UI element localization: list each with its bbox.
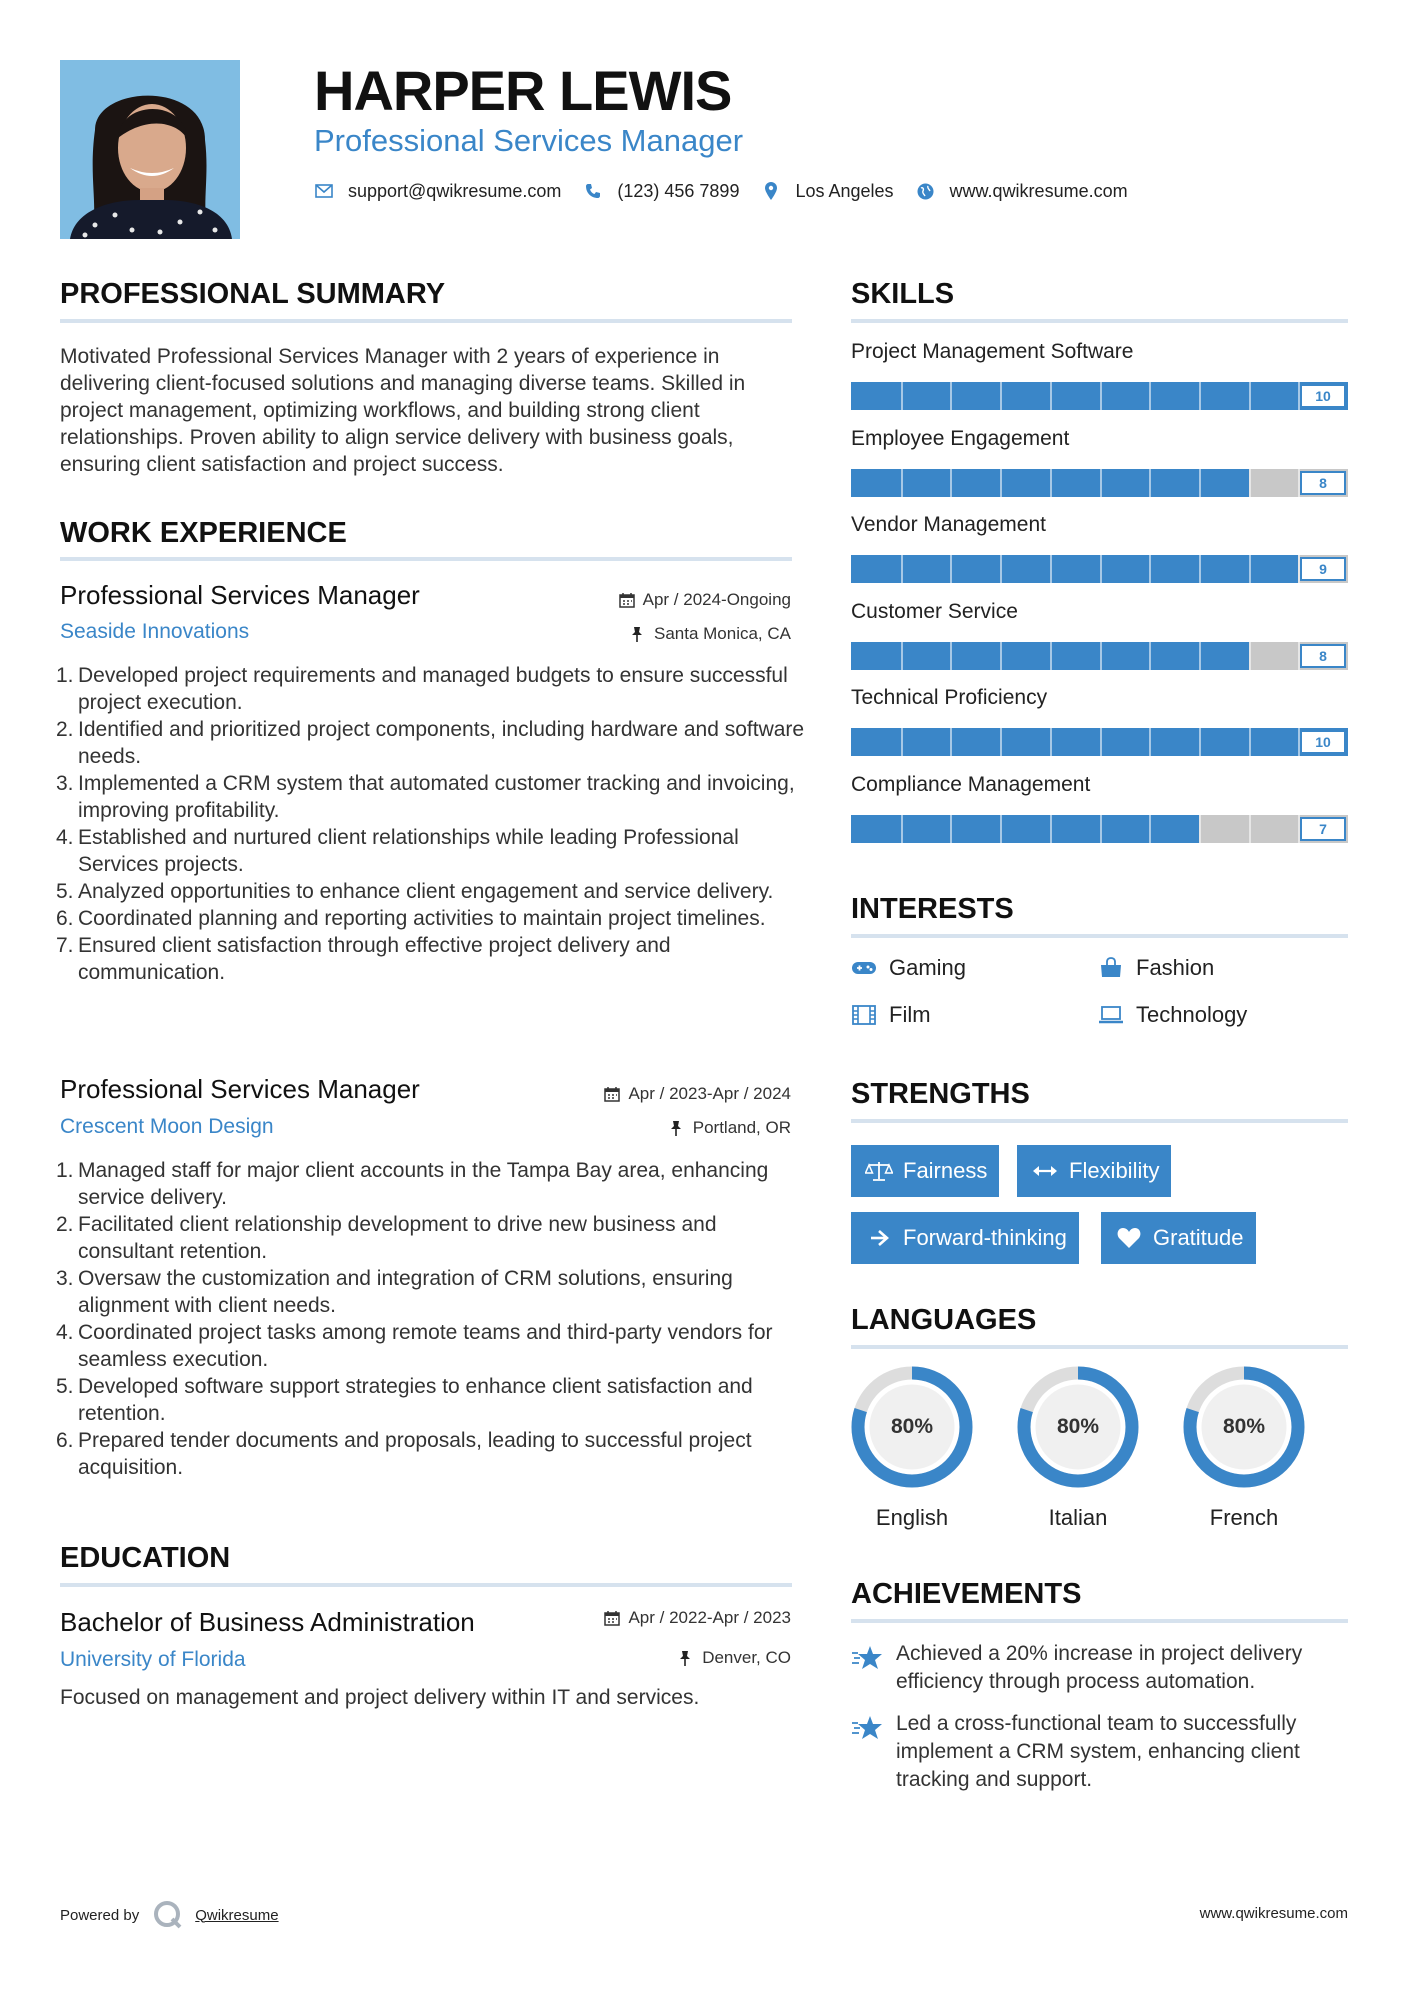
language-ring — [1017, 1366, 1139, 1488]
map-pin-icon — [761, 181, 781, 201]
skill-bar-divider — [950, 642, 952, 670]
summary-heading: PROFESSIONAL SUMMARY — [60, 278, 446, 310]
skill-bar-divider — [901, 469, 903, 497]
skill-bar-divider — [1100, 469, 1102, 497]
education-location — [678, 1647, 791, 1669]
strength-tag — [1101, 1212, 1256, 1264]
skill-bar — [851, 555, 1348, 583]
education-dates — [604, 1607, 791, 1629]
skill-bar-divider — [1249, 642, 1251, 670]
language-percent: 80% — [1056, 1415, 1100, 1438]
candidate-name: HARPER LEWIS — [314, 59, 732, 122]
skill-bar-divider — [1199, 642, 1201, 670]
skill-bar-divider — [1149, 728, 1151, 756]
strength-label: Flexibility — [1069, 1158, 1160, 1183]
contact-website[interactable]: www.qwikresume.com — [949, 180, 1128, 201]
job-bullet — [56, 770, 805, 824]
bullet-text: Developed project requirements and managed budgets to ensure successful project execution. — [78, 664, 788, 714]
job-bullet — [56, 878, 805, 905]
education-description: Focused on management and project delivery within IT and services. — [60, 1686, 700, 1709]
skill-bar-divider — [1149, 642, 1151, 670]
bullet-text: Managed staff for major client accounts in the Tampa Bay area, enhancing service delivery. — [78, 1159, 769, 1209]
skill-bar-divider — [950, 555, 952, 583]
calendar-icon — [604, 1610, 620, 1626]
job-bullet — [56, 932, 805, 986]
bullet-text: Coordinated planning and reporting activities to maintain project timelines. — [78, 907, 766, 930]
job-dates-text: Apr / 2023-Apr / 2024 — [628, 1084, 791, 1103]
phone-icon — [583, 181, 603, 201]
skill-bar-divider — [1199, 815, 1201, 843]
language-ring — [1183, 1366, 1305, 1488]
skill-bar — [851, 728, 1348, 756]
skill-bar-fill — [851, 555, 1298, 583]
skill-bar-divider — [901, 382, 903, 410]
skill-bar-divider — [1000, 815, 1002, 843]
language-name: French — [1209, 1505, 1279, 1530]
skill-bar — [851, 815, 1348, 843]
bullet-text: Prepared tender documents and proposals, leading to successful project acquisition. — [78, 1429, 752, 1479]
interest-item — [851, 954, 966, 982]
skill-bar-divider — [950, 382, 952, 410]
bullet-number: 4. — [56, 1321, 74, 1344]
job-company: Seaside Innovations — [60, 620, 250, 643]
job-bullet — [56, 1319, 805, 1373]
experience-heading: WORK EXPERIENCE — [60, 517, 347, 549]
star-icon — [851, 1714, 883, 1742]
envelope-icon — [314, 181, 334, 201]
skill-bar-divider — [1050, 815, 1052, 843]
pushpin-icon — [669, 1120, 685, 1136]
contact-bar — [314, 176, 1150, 206]
job-location-text: Santa Monica, CA — [653, 624, 791, 643]
experience-divider — [60, 557, 792, 561]
candidate-title: Professional Services Manager — [314, 123, 744, 158]
skill-bar-divider — [1100, 642, 1102, 670]
job-bullet — [56, 1373, 805, 1427]
skill-bar-divider — [1149, 815, 1151, 843]
bullet-text: Established and nurtured client relationships while leading Professional Services projects. — [78, 826, 739, 876]
languages-divider — [851, 1345, 1348, 1349]
bullet-number: 3. — [56, 772, 74, 795]
job-title: Professional Services Manager — [60, 1074, 420, 1104]
strengths-heading: STRENGTHS — [851, 1078, 1030, 1110]
skill-bar-divider — [1100, 728, 1102, 756]
skill-bar-divider — [1000, 555, 1002, 583]
scale-icon — [865, 1159, 893, 1183]
skill-bar-divider — [1199, 555, 1201, 583]
skill-bar-divider — [1100, 382, 1102, 410]
education-dates-text: Apr / 2022-Apr / 2023 — [628, 1608, 791, 1627]
bullet-number: 4. — [56, 826, 74, 849]
skill-bar-divider — [1100, 815, 1102, 843]
skill-bar-divider — [950, 469, 952, 497]
achievements-heading: ACHIEVEMENTS — [851, 1578, 1082, 1610]
skill-bar-divider — [901, 728, 903, 756]
skill-name: Vendor Management — [851, 513, 1046, 536]
profile-photo — [60, 60, 240, 239]
skill-level-badge: 10 — [1300, 384, 1346, 408]
languages-heading: LANGUAGES — [851, 1304, 1037, 1336]
strength-tag — [851, 1212, 1079, 1264]
language-name: English — [875, 1505, 949, 1530]
skill-bar-divider — [1100, 555, 1102, 583]
skill-bar-divider — [1000, 469, 1002, 497]
strength-label: Gratitude — [1153, 1225, 1244, 1250]
contact-phone[interactable]: (123) 456 7899 — [617, 180, 740, 201]
skill-bar-divider — [1050, 382, 1052, 410]
education-location-text: Denver, CO — [702, 1648, 791, 1667]
interest-item — [851, 1001, 931, 1029]
job-bullet — [56, 1427, 805, 1481]
arrows-horizontal-icon — [1031, 1159, 1059, 1183]
job-bullet — [56, 1265, 805, 1319]
job-location-text: Portland, OR — [692, 1118, 791, 1137]
job-bullet — [56, 716, 805, 770]
interest-label: Gaming — [889, 955, 967, 980]
skill-bar-divider — [1249, 815, 1251, 843]
skill-level-badge: 8 — [1300, 471, 1346, 495]
strength-tag — [851, 1145, 999, 1197]
bullet-text: Oversaw the customization and integration of CRM solutions, ensuring alignment with client needs. — [78, 1267, 733, 1317]
globe-icon — [916, 181, 936, 201]
job-bullet — [56, 662, 805, 716]
bullet-text: Analyzed opportunities to enhance client engagement and service delivery. — [78, 880, 774, 903]
skill-name: Compliance Management — [851, 772, 1091, 796]
gamepad-icon — [851, 957, 877, 979]
skill-bar-divider — [950, 815, 952, 843]
education-heading: EDUCATION — [60, 1542, 231, 1574]
job-bullet — [56, 1211, 805, 1265]
achievements-divider — [851, 1619, 1348, 1623]
film-icon — [851, 1004, 877, 1026]
skill-bar-divider — [1249, 469, 1251, 497]
interest-label: Technology — [1136, 1002, 1248, 1027]
degree-title: Bachelor of Business Administration — [60, 1607, 475, 1637]
skill-bar-divider — [1249, 382, 1251, 410]
interests-divider — [851, 934, 1348, 938]
skill-bar-divider — [1249, 728, 1251, 756]
job-bullet-list — [56, 1157, 805, 1481]
strength-label: Forward-thinking — [903, 1225, 1067, 1250]
skill-bar — [851, 642, 1348, 670]
contact-location: Los Angeles — [795, 180, 894, 201]
summary-divider — [60, 319, 792, 323]
bullet-text: Ensured client satisfaction through effective project delivery and communication. — [78, 934, 671, 984]
bullet-text: Facilitated client relationship development to drive new business and consultant retention. — [78, 1213, 717, 1263]
arrow-right-icon — [865, 1226, 893, 1250]
strength-label: Fairness — [903, 1158, 988, 1183]
skill-name: Employee Engagement — [851, 426, 1070, 450]
skill-bar-divider — [950, 728, 952, 756]
skill-bar-divider — [1050, 469, 1052, 497]
skill-bar-divider — [1199, 469, 1201, 497]
footer-powered-by — [60, 1900, 279, 1930]
interest-item — [1098, 1001, 1247, 1029]
strength-tag — [1017, 1145, 1171, 1197]
job-location — [669, 1117, 791, 1139]
skill-bar-divider — [1050, 555, 1052, 583]
contact-email[interactable]: support@qwikresume.com — [348, 180, 562, 201]
skills-heading: SKILLS — [851, 278, 955, 310]
bullet-number: 1. — [56, 1159, 74, 1182]
school-name: University of Florida — [60, 1648, 246, 1671]
skill-bar-divider — [1149, 469, 1151, 497]
job-company: Crescent Moon Design — [60, 1115, 274, 1138]
skill-bar-divider — [1249, 555, 1251, 583]
calendar-icon — [619, 592, 635, 608]
job-dates-text: Apr / 2024-Ongoing — [642, 590, 791, 609]
job-bullet-list — [56, 662, 805, 986]
skill-level-badge: 8 — [1300, 644, 1346, 668]
skill-bar-divider — [1050, 728, 1052, 756]
bullet-number: 1. — [56, 664, 74, 687]
job-title: Professional Services Manager — [60, 580, 420, 610]
bullet-text: Identified and prioritized project components, including hardware and software needs. — [78, 718, 805, 768]
job-location — [630, 623, 791, 645]
skill-level-badge: 9 — [1300, 557, 1346, 581]
pushpin-icon — [678, 1650, 694, 1666]
bullet-text: Coordinated project tasks among remote teams and third-party vendors for seamless execution. — [78, 1321, 773, 1371]
job-dates — [604, 1083, 791, 1105]
job-bullet — [56, 824, 805, 878]
job-bullet — [56, 1157, 805, 1211]
bullet-number: 2. — [56, 718, 74, 741]
skill-bar-divider — [1199, 728, 1201, 756]
language-ring — [851, 1366, 973, 1488]
job-bullet — [56, 905, 805, 932]
summary-text: Motivated Professional Services Manager with 2 years of experience in delivering client-focused solutions and managing diverse teams. Skilled in project management, optimizing workflows, and building strong client relationships. Proven ability to align service delivery with business goals, ensuring client satisfaction and project success. — [60, 345, 746, 476]
skill-name: Project Management Software — [851, 340, 1134, 363]
interest-item — [1098, 954, 1214, 982]
skill-bar — [851, 469, 1348, 497]
interest-label: Film — [889, 1002, 931, 1027]
bullet-number: 5. — [56, 1375, 74, 1398]
skill-bar-divider — [901, 815, 903, 843]
language-percent: 80% — [1222, 1415, 1266, 1438]
bullet-number: 5. — [56, 880, 74, 903]
bullet-text: Implemented a CRM system that automated customer tracking and invoicing, improving profitability. — [78, 772, 795, 822]
skill-bar-divider — [1050, 642, 1052, 670]
skill-bar-divider — [1000, 642, 1002, 670]
skill-bar-fill — [851, 815, 1199, 843]
skill-bar-divider — [901, 642, 903, 670]
calendar-icon — [604, 1086, 620, 1102]
strengths-divider — [851, 1119, 1348, 1123]
footer-url[interactable]: www.qwikresume.com — [1199, 1905, 1348, 1922]
education-divider — [60, 1583, 792, 1587]
powered-by-label: Powered by — [60, 1906, 140, 1924]
skill-name: Customer Service — [851, 599, 1018, 623]
skill-bar-divider — [1000, 382, 1002, 410]
bullet-number: 6. — [56, 907, 74, 930]
skill-bar-divider — [901, 555, 903, 583]
bullet-text: Developed software support strategies to enhance client satisfaction and retention. — [78, 1375, 753, 1425]
interest-label: Fashion — [1136, 955, 1215, 980]
pushpin-icon — [630, 626, 646, 642]
skills-divider — [851, 319, 1348, 323]
skill-bar-divider — [1149, 382, 1151, 410]
star-icon — [851, 1644, 883, 1672]
brand-link[interactable]: Qwikresume — [195, 1906, 279, 1924]
achievement-text: Achieved a 20% increase in project delivery efficiency through process automation. — [896, 1642, 1303, 1693]
laptop-icon — [1098, 1004, 1124, 1026]
interests-heading: INTERESTS — [851, 893, 1014, 925]
heart-icon — [1115, 1226, 1143, 1250]
bullet-number: 6. — [56, 1429, 74, 1452]
skill-bar-divider — [1000, 728, 1002, 756]
language-name: Italian — [1048, 1505, 1108, 1530]
skill-bar-divider — [1149, 555, 1151, 583]
job-dates — [619, 589, 791, 611]
language-percent: 80% — [890, 1415, 934, 1438]
skill-bar-divider — [1199, 382, 1201, 410]
bullet-number: 3. — [56, 1267, 74, 1290]
qwikresume-logo-icon — [153, 1900, 183, 1930]
skill-name: Technical Proficiency — [851, 686, 1048, 709]
skill-level-badge: 7 — [1300, 817, 1346, 841]
bullet-number: 2. — [56, 1213, 74, 1236]
skill-level-badge: 10 — [1300, 730, 1346, 754]
bullet-number: 7. — [56, 934, 74, 957]
skill-bar — [851, 382, 1348, 410]
shopping-bag-icon — [1098, 957, 1124, 979]
achievement-text: Led a cross-functional team to successfully implement a CRM system, enhancing client tracking and support. — [896, 1712, 1300, 1791]
